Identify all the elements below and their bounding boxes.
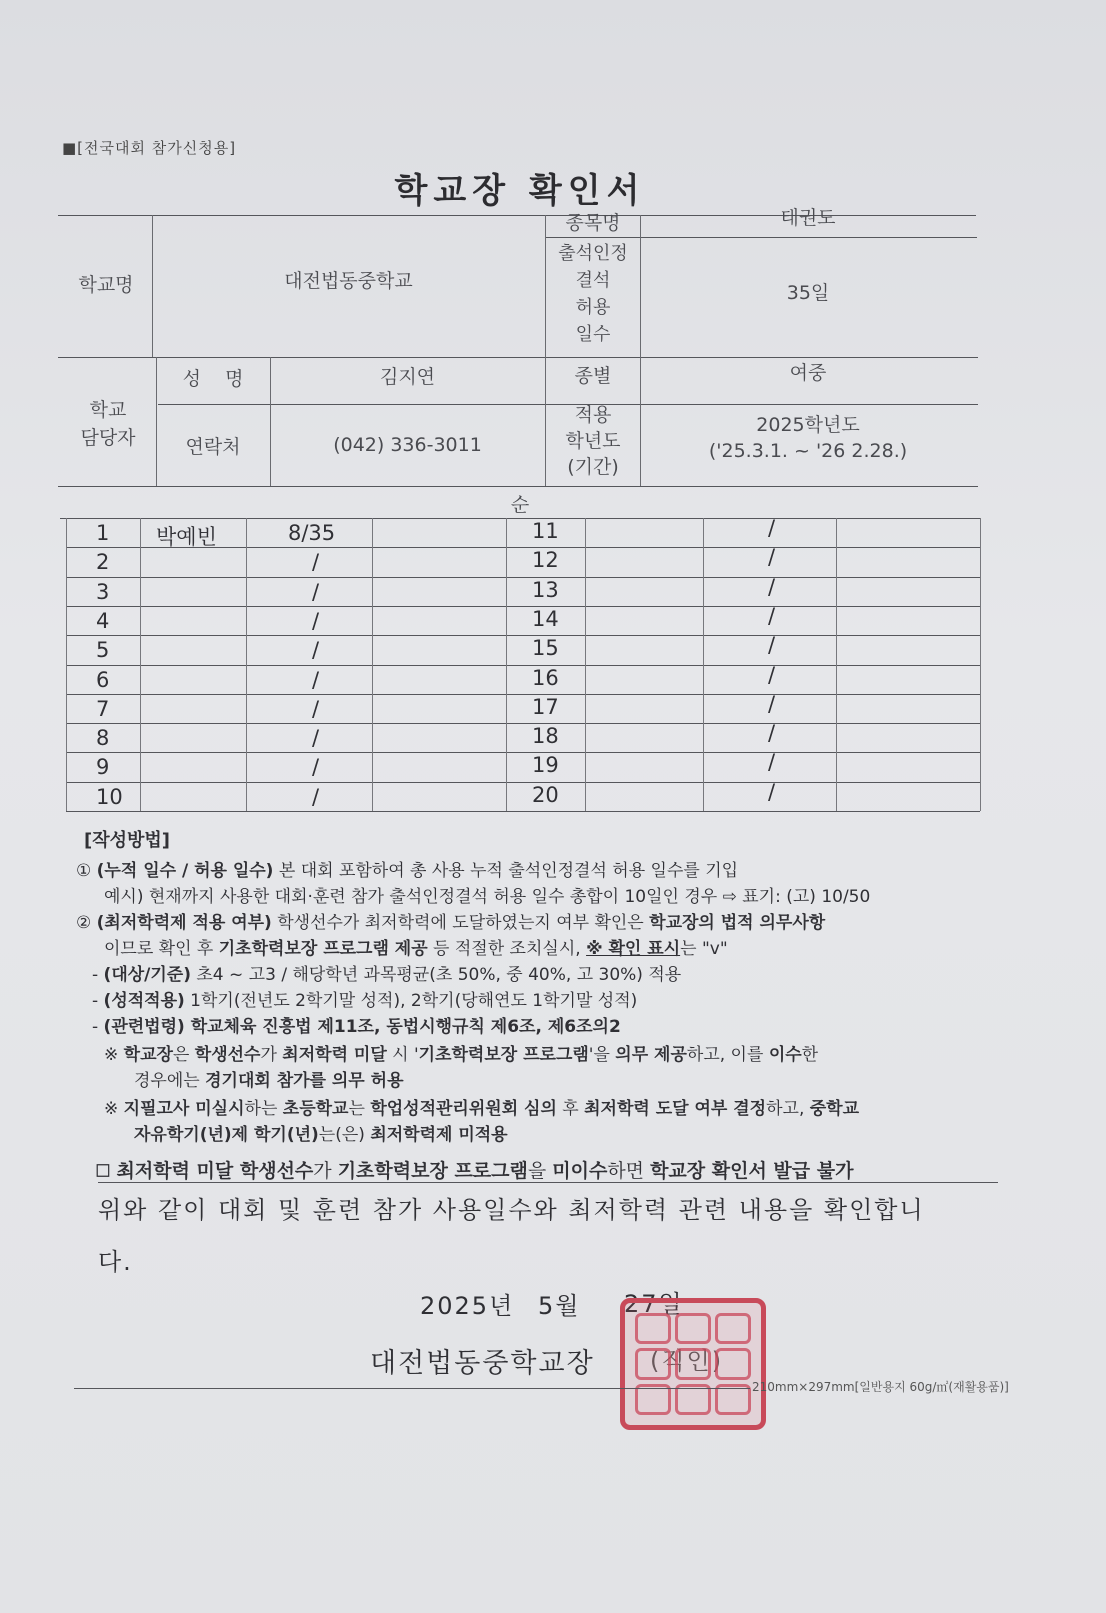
method-line-3: ② (최저학력제 적용 여부) 학생선수가 최저학력에 도달하였는지 여부 확인은 학교장의 법적 의무사항: [76, 913, 826, 933]
roster-row-rule: [66, 723, 980, 724]
roster-number: 15: [532, 636, 559, 660]
roster-number: 14: [532, 607, 559, 631]
roster-row-rule: [66, 577, 980, 578]
roster-row-rule: [66, 635, 980, 636]
school-official-seal: [620, 1298, 766, 1430]
roster-col-rule: [980, 518, 981, 811]
document-title: 학교장 확인서: [394, 171, 646, 211]
name-label: 성 명: [182, 368, 244, 390]
roster-days: /: [312, 580, 320, 604]
sport-label: 종목명: [565, 212, 621, 234]
method-line-1: ① (누적 일수 / 허용 일수) 본 대회 포함하여 총 사용 누적 출석인정결석 허용 일수를 기입: [76, 861, 739, 881]
table-rule: [58, 357, 978, 358]
paper-spec: 210mm×297mm[일반용지 60g/㎡(재활용품)]: [752, 1380, 1009, 1394]
roster-number: 20: [532, 783, 559, 807]
roster-number: 10: [96, 785, 123, 809]
year-label: 적용 학년도 (기간): [565, 404, 621, 478]
method-line-5: - (대상/기준) 초4 ~ 고3 / 해당학년 과목평균(초 50%, 중 40%, 고 30%) 적용: [92, 965, 682, 985]
roster-days: /: [312, 697, 320, 721]
method-line-7: - (관련법령) 학교체육 진흥법 제11조, 동법시행규칙 제6조, 제6조의2: [92, 1017, 621, 1037]
roster-col-rule: [703, 518, 704, 811]
confirm-statement: 위와 같이 대회 및 훈련 참가 사용일수와 최저학력 관련 내용을 확인합니: [98, 1196, 925, 1224]
manager-label: 학교 담당자: [80, 399, 136, 449]
roster-number: 2: [96, 550, 110, 574]
method-bottom-rule: [98, 1182, 998, 1183]
roster-col-rule: [140, 518, 141, 811]
roster-row-rule: [66, 606, 980, 607]
roster-number: 5: [96, 638, 110, 662]
roster-days: /: [312, 726, 320, 750]
manager-name: 김지연: [379, 366, 436, 388]
roster-days: /: [312, 638, 320, 662]
roster-header: 순: [510, 494, 530, 516]
roster-student-name: 박예빈: [156, 525, 217, 549]
roster-col-rule: [372, 518, 373, 811]
gender-label: 종별: [574, 365, 612, 387]
signer-title: 대전법동중학교장: [370, 1348, 595, 1379]
footer-rule: [74, 1388, 750, 1389]
roster-days: /: [312, 609, 320, 633]
method-line-10: ※ 지필고사 미실시하는 초등학교는 학업성적관리위원회 심의 후 최저학력 도달 여부 결정하고, 중학교: [104, 1099, 860, 1119]
roster-col-rule: [246, 518, 247, 811]
roster-number: 4: [96, 609, 110, 633]
roster-number: 6: [96, 668, 110, 692]
method-line-9: 경우에는 경기대회 참가를 의무 허용: [134, 1071, 404, 1091]
contact-label: 연락처: [185, 436, 241, 458]
method-warning-line: 🗆 최저학력 미달 학생선수가 기초학력보장 프로그램을 미이수하면 학교장 확인서 발급 불가: [96, 1160, 854, 1182]
method-line-6: - (성적적용) 1학기(전년도 2학기말 성적), 2학기(당해연도 1학기말 성적): [92, 991, 638, 1011]
roster-days: /: [768, 516, 776, 540]
roster-number: 19: [532, 753, 559, 777]
roster-days: /: [768, 663, 776, 687]
school-label: 학교명: [78, 274, 134, 296]
form-type-tag: ■[전국대회 참가신청용]: [62, 139, 237, 157]
table-rule: [58, 486, 978, 487]
confirm-statement-end: 다.: [98, 1248, 133, 1276]
roster-col-rule: [585, 518, 586, 811]
roster-days: /: [768, 575, 776, 599]
roster-number: 9: [96, 755, 110, 779]
roster-number: 11: [532, 519, 559, 543]
roster-days: /: [768, 692, 776, 716]
roster-days: /: [312, 785, 320, 809]
roster-number: 8: [96, 726, 110, 750]
year-value: 2025학년도 ('25.3.1. ~ '26 2.28.): [708, 414, 908, 462]
contact-value: (042) 336-3011: [333, 434, 482, 456]
roster-days: /: [768, 633, 776, 657]
method-line-4: 이므로 확인 후 기초학력보장 프로그램 제공 등 적절한 조치실시, ※ 확인 표시는 "v": [104, 939, 728, 959]
roster-row-rule: [66, 694, 980, 695]
roster-row-rule: [66, 782, 980, 783]
method-heading: [작성방법]: [84, 830, 171, 851]
allowed-days-value: 35일: [786, 282, 830, 304]
roster-days: /: [768, 545, 776, 569]
roster-days: /: [768, 750, 776, 774]
roster-days: /: [312, 755, 320, 779]
method-line-2: 예시) 현재까지 사용한 대회·훈련 참가 출석인정결석 허용 일수 총합이 10일인 경우 ⇨ 표기: (고) 10/50: [104, 887, 871, 907]
roster-days: /: [768, 780, 776, 804]
roster-col-rule: [66, 518, 67, 811]
roster-number: 13: [532, 578, 559, 602]
roster-col-rule: [836, 518, 837, 811]
roster-days: /: [768, 721, 776, 745]
roster-days: /: [312, 550, 320, 574]
roster-number: 18: [532, 724, 559, 748]
roster-col-rule: [506, 518, 507, 811]
date-day: 27일: [624, 1290, 684, 1318]
roster-number: 3: [96, 580, 110, 604]
allowed-days-label: 출석인정 결석 허용 일수: [558, 243, 628, 345]
roster-number: 17: [532, 695, 559, 719]
roster-row-rule: [66, 518, 980, 519]
gender-value: 여중: [789, 362, 827, 384]
roster-days: /: [768, 604, 776, 628]
roster-row-rule: [66, 811, 980, 812]
date-year: 2025년: [420, 1292, 515, 1320]
method-line-11: 자유학기(년)제 학기(년)는(은) 최저학력제 미적용: [134, 1125, 508, 1145]
roster-days: /: [312, 668, 320, 692]
roster-days: 8/35: [288, 521, 336, 545]
roster-number: 12: [532, 548, 559, 572]
roster-row-rule: [66, 665, 980, 666]
school-name: 대전법동중학교: [284, 270, 413, 292]
roster-row-rule: [66, 752, 980, 753]
roster-number: 16: [532, 666, 559, 690]
roster-number: 1: [96, 521, 110, 545]
roster-number: 7: [96, 697, 110, 721]
seal-label: (직인): [650, 1347, 724, 1375]
sport-value: 태권도: [780, 207, 836, 229]
method-line-8: ※ 학교장은 학생선수가 최저학력 미달 시 '기초학력보장 프로그램'을 의무 제공하고, 이를 이수한: [104, 1045, 819, 1065]
date-month: 5월: [538, 1292, 581, 1320]
